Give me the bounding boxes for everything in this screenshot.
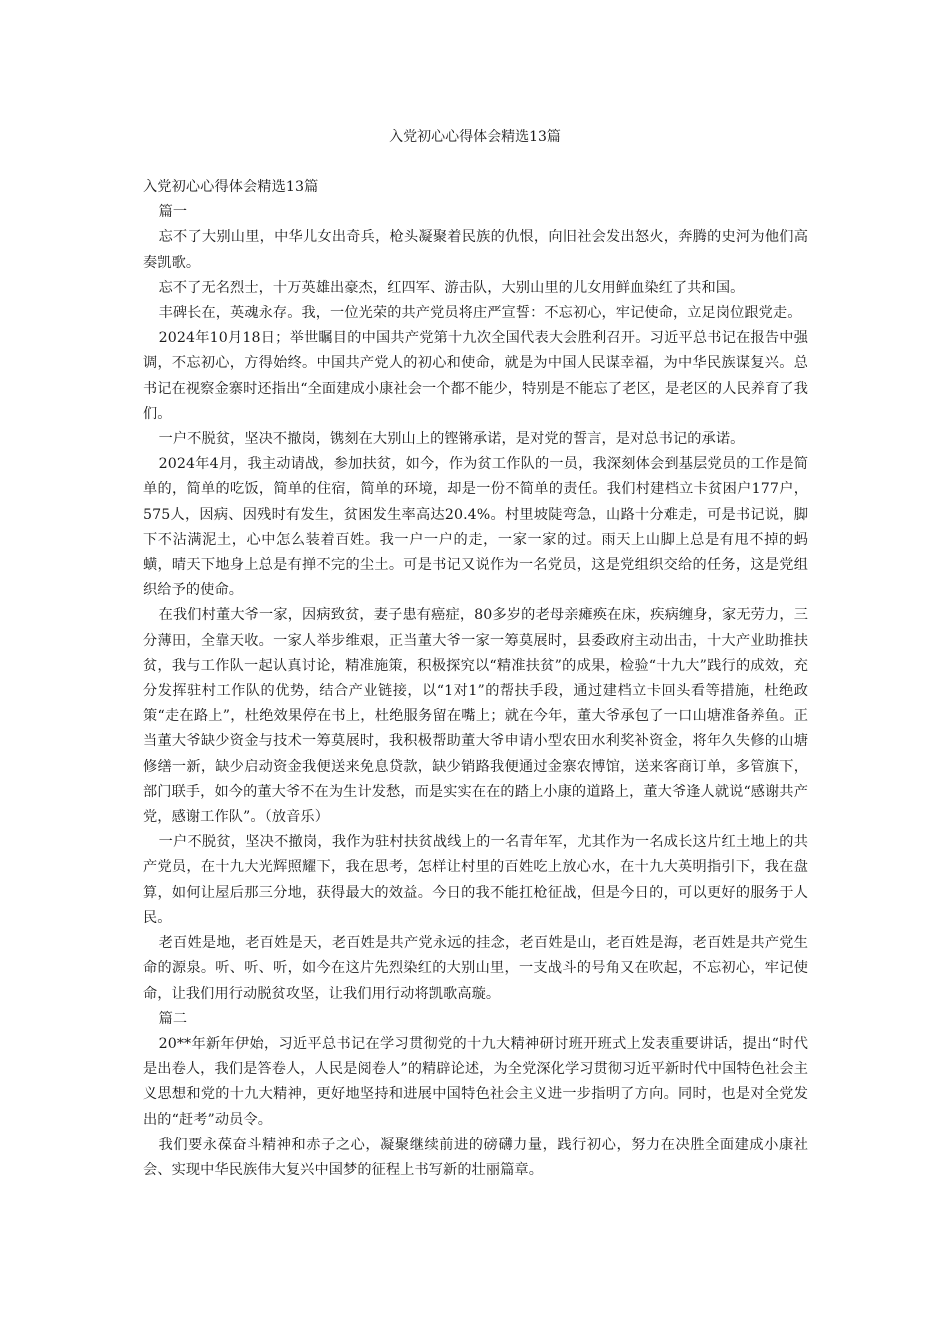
paragraph: 丰碑长在，英魂永存。我，一位光荣的共产党员将庄严宣誓：不忘初心，牢记使命，立足岗位跟党走。 <box>158 305 802 322</box>
document-body <box>143 175 808 1183</box>
paragraph: 2024年4月，我主动请战，参加扶贫，如今，作为贫工作队的一员，我深刻体会到基层党员的工作是简单的，简单的吃饭，简单的住宿，简单的环境，却是一份不简单的责任。我们村建档立卡贫困户177户，575人，因病、因残时有发生，贫困发生率高达20.4%。村里坡陡弯急，山路十分难走，可是书记说，脚下不沾满泥土，心中怎么装着百姓。我一户一户的走，一家一家的过。雨天上山脚上总是有甩不掉的蚂蟥，晴天下地身上总是有掸不完的尘土。可是书记又说作为一名党员，这是党组织交给的任务，这是党组织给予的使命。 <box>143 456 808 599</box>
section-heading-1: 篇一 <box>158 204 188 221</box>
paragraph: 我们要永葆奋斗精神和赤子之心，凝聚继续前进的磅礴力量，践行初心，努力在决胜全面建成小康社会、实现中华民族伟大复兴中国梦的征程上书写新的壮丽篇章。 <box>143 1136 808 1178</box>
page-title: 入党初心心得体会精选13篇 <box>389 129 561 145</box>
paragraph: 2024年10月18日；举世瞩目的中国共产党第十九次全国代表大会胜利召开。习近平总书记在报告中强调，不忘初心，方得始终。中国共产党人的初心和使命，就是为中国人民谋幸福，为中华民族谋复兴。总书记在视察金寨时还指出“全面建成小康社会一个都不能少，特别是不能忘了老区，是老区的人民养育了我们。 <box>143 330 808 422</box>
document-subtitle: 入党初心心得体会精选13篇 <box>143 179 319 195</box>
paragraph: 20**年新年伊始，习近平总书记在学习贯彻党的十九大精神研讨班开班式上发表重要讲话，提出“时代是出卷人，我们是答卷人，人民是阅卷人”的精辟论述，为全党深化学习贯彻习近平新时代中国特色社会主义思想和党的十九大精神，更好地坚持和进展中国特色社会主义进一步指明了方向。同时，也是对全党发出的“赶考”动员令。 <box>143 1035 808 1128</box>
paragraph: 在我们村董大爷一家，因病致贫，妻子患有癌症，80多岁的老母亲瘫痪在床，疾病缠身，家无劳力，三分薄田，全靠天收。一家人举步维艰，正当董大爷一家一筹莫展时，县委政府主动出击，十大产业助推扶贫，我与工作队一起认真讨论，精准施策，积极探究以“精准扶贫”的成果，检验“十九大”践行的成效，充分发挥驻村工作队的优势，结合产业链接，以“1对1”的帮扶手段，通过建档立卡回头看等措施，杜绝政策“走在路上”，杜绝效果停在书上，杜绝服务留在嘴上；就在今年，董大爷承包了一口山塘准备养鱼。正当董大爷缺少资金与技术一筹莫展时，我积极帮助董大爷申请小型农田水利奖补资金，将年久失修的山塘修缮一新，缺少启动资金我便送来免息贷款，缺少销路我便通过金寨农博馆，送来客商订单，多管旗下，部门联手，如今的董大爷不在为生计发愁，而是实实在在的踏上小康的道路上，董大爷逢人就说“感谢共产党，感谢工作队”。（放音乐） <box>143 607 808 826</box>
paragraph: 一户不脱贫，坚决不撤岗，我作为驻村扶贫战线上的一名青年军，尤其作为一名成长这片红土地上的共产党员，在十九大光辉照耀下，我在思考，怎样让村里的百姓吃上放心水，在十九大英明指引下，我在盘算，如何让屋后那三分地，获得最大的效益。今日的我不能扛枪征战，但是今日的，可以更好的服务于人民。 <box>143 834 808 926</box>
paragraph: 老百姓是地，老百姓是天，老百姓是共产党永远的挂念，老百姓是山，老百姓是海，老百姓是共产党生命的源泉。听、听、听，如今在这片先烈染红的大别山里，一支战斗的号角又在吹起，不忘初心，牢记使命，让我们用行动脱贫攻坚，让我们用行动将凯歌高璇。 <box>143 935 808 1002</box>
section-heading-2: 篇二 <box>158 1010 188 1027</box>
paragraph: 忘不了大别山里，中华儿女出奇兵，枪头凝聚着民族的仇恨，向旧社会发出怒火，奔腾的史河为他们高奏凯歌。 <box>143 229 808 271</box>
paragraph: 忘不了无名烈士，十万英雄出豪杰，红四军、游击队，大别山里的儿女用鲜血染红了共和国。 <box>158 279 745 296</box>
paragraph: 一户不脱贫，坚决不撤岗，镌刻在大别山上的铿锵承诺，是对党的誓言，是对总书记的承诺。 <box>158 431 745 448</box>
